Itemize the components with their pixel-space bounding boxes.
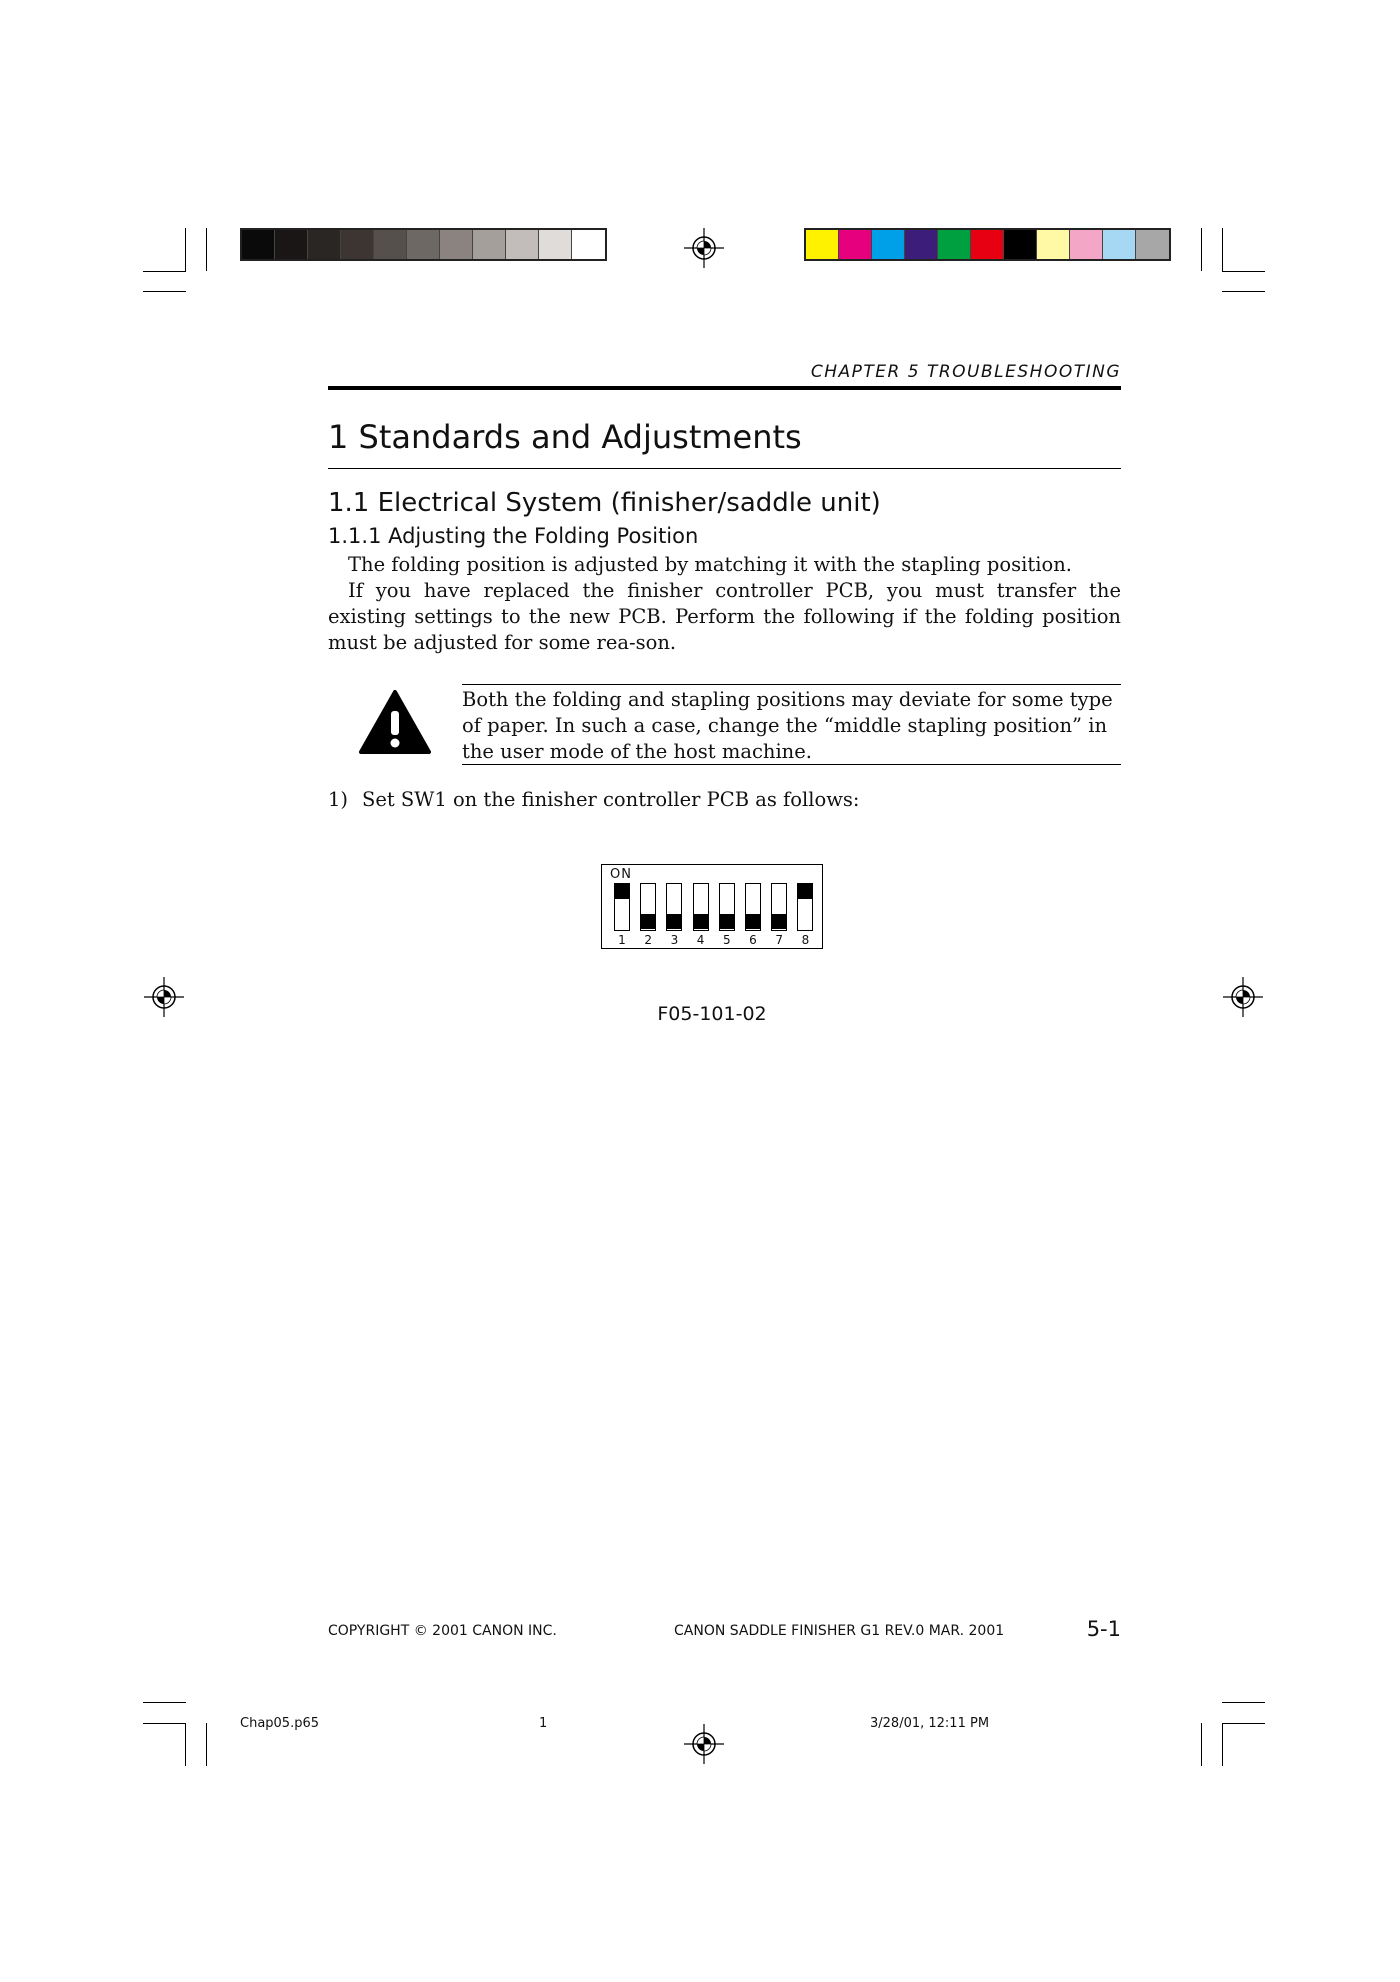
color-swatch [1103,230,1136,259]
dip-switch-7 [771,883,787,931]
dip-switch-label: 6 [749,933,757,947]
dip-switch-knob [798,884,812,899]
body-paragraph: If you have replaced the finisher controller PCB, you must transfer the existing settings to the new PCB. Perform the following if the folding position must be adjusted for some rea-son. [328,579,1121,654]
body-paragraph: The folding position is adjusted by matching it with the stapling position. [348,553,1072,576]
gray-swatch [407,230,440,259]
slug-file: Chap05.p65 [240,1716,320,1731]
section-title: 1 Standards and Adjustments [328,418,802,456]
footer-manual: CANON SADDLE FINISHER G1 REV.0 MAR. 2001 [674,1623,1005,1639]
dip-switch-8 [797,883,813,931]
dip-switch-knob [615,884,629,899]
color-swatch [839,230,872,259]
subsubsection-title: 1.1.1 Adjusting the Folding Position [328,524,699,548]
dip-switch-diagram [601,864,823,949]
gray-swatch [539,230,572,259]
color-swatch [1136,230,1169,259]
step-number: 1) [328,788,349,811]
caution-rule-bottom [462,764,1121,765]
body-text [328,552,1121,656]
dip-switch-4 [693,883,709,931]
dip-switch-5 [719,883,735,931]
figure-caption: F05-101-02 [657,1003,767,1025]
footer-page-number: 5-1 [1086,1617,1121,1641]
caution-text: Both the folding and stapling positions may deviate for some type of paper. In such a case, change the “middle stapling position” in the user mode of the host machine. [462,688,1113,763]
warning-triangle-icon [358,689,432,755]
color-swatch [1004,230,1037,259]
dip-switch-2 [640,883,656,931]
registration-mark-icon [684,228,724,268]
color-swatch [938,230,971,259]
dip-switch-knob [772,914,786,929]
gray-swatch [308,230,341,259]
step-item [328,788,860,811]
dip-switch-knob [667,914,681,929]
dip-switch-label: 5 [722,933,731,947]
registration-mark-icon [684,1724,724,1764]
dip-switch-label: 2 [644,933,652,947]
gray-swatch [473,230,506,259]
gray-swatch [440,230,473,259]
color-swatch [1070,230,1103,259]
dip-switch-1 [614,883,630,931]
dip-switch-3 [666,883,682,931]
gray-ramp-bar [240,228,607,261]
footer-copyright: COPYRIGHT © 2001 CANON INC. [328,1623,557,1639]
gray-swatch [374,230,407,259]
dip-on-label: ON [610,867,632,882]
color-swatch [905,230,938,259]
gray-swatch [506,230,539,259]
gray-swatch [242,230,275,259]
section-rule [328,468,1121,469]
dip-switch-label: 4 [696,933,705,947]
gray-swatch [341,230,374,259]
color-swatch [1037,230,1070,259]
step-text: Set SW1 on the finisher controller PCB as follows: [362,788,860,811]
slug-datetime: 3/28/01, 12:11 PM [870,1716,990,1731]
dip-switch-label: 7 [775,933,783,947]
subsection-title: 1.1 Electrical System (finisher/saddle unit) [328,488,881,518]
dip-switch-knob [694,914,708,929]
header-rule [328,386,1121,390]
gray-swatch [572,230,605,259]
dip-switch-label: 3 [670,933,679,947]
color-swatch [971,230,1004,259]
dip-switch-label: 8 [801,933,810,947]
slug-page: 1 [539,1716,548,1731]
dip-switch-label: 1 [618,933,626,947]
dip-switch-knob [746,914,760,929]
chapter-header: CHAPTER 5 TROUBLESHOOTING [810,362,1121,382]
process-color-bar [804,228,1171,261]
color-swatch [872,230,905,259]
dip-switch-knob [641,914,655,929]
dip-switch-6 [745,883,761,931]
dip-switch-knob [720,914,734,929]
color-swatch [806,230,839,259]
gray-swatch [275,230,308,259]
